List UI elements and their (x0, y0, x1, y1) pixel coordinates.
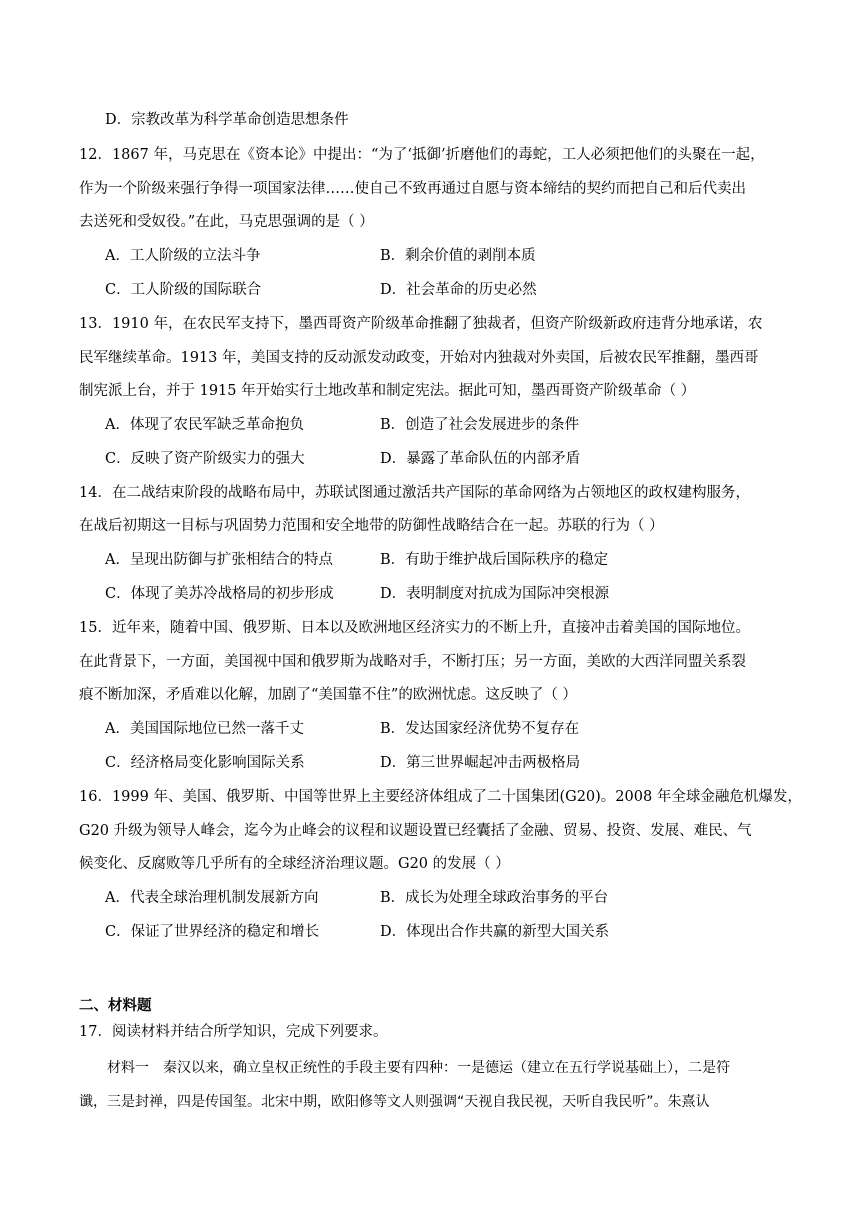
q14-option-c: C．体现了美苏冷战格局的初步形成 (105, 586, 334, 602)
q12-stem-line: 12．1867 年，马克思在《资本论》中提出：“为了‘抵御’折磨他们的毒蛇，工人必须把他们的头聚在一起， (79, 147, 765, 163)
q15-option-c: C．经济格局变化影响国际关系 (105, 755, 305, 771)
q16-option-d: D．体现出合作共赢的新型大国关系 (380, 924, 610, 940)
q13-stem-line: 民军继续革命。1913 年，美国支持的反动派发动政变，开始对内独裁对外卖国，后被农民军推翻，墨西哥 (79, 350, 759, 366)
q13-stem-line: 13．1910 年，在农民军支持下，墨西哥资产阶级革命推翻了独裁者，但资产阶级新政府违背分地承诺，农 (79, 316, 763, 332)
q13-stem-line: 制宪派上台，并于 1915 年开始实行土地改革和制定宪法。据此可知，墨西哥资产阶级革命（ ） (79, 383, 696, 399)
q13-option-c: C．反映了资产阶级实力的强大 (105, 451, 305, 467)
q16-stem-line: G20 升级为领导人峰会，迄今为止峰会的议程和议题设置已经囊括了金融、贸易、投资、发展、难民、气 (79, 823, 752, 839)
q14-option-a: A．呈现出防御与扩张相结合的特点 (105, 552, 333, 568)
q14-option-d: D．表明制度对抗成为国际冲突根源 (380, 586, 610, 602)
q14-option-b: B．有助于维护战后国际秩序的稳定 (380, 552, 609, 568)
q14-stem-line: 在战后初期这一目标与巩固势力范围和安全地带的防御性战略结合在一起。苏联的行为（ ） (79, 518, 664, 534)
q15-option-a: A．美国国际地位已然一落千丈 (105, 721, 304, 737)
q16-stem-line: 候变化、反腐败等几乎所有的全球经济治理议题。G20 的发展（ ） (79, 856, 510, 872)
q15-option-d: D．第三世界崛起冲击两极格局 (380, 755, 581, 771)
q15-stem-line: 在此背景下，一方面，美国视中国和俄罗斯为战略对手，不断打压；另一方面，美欧的大西洋同盟关系裂 (79, 654, 746, 670)
q17-stem: 17．阅读材料并结合所学知识，完成下列要求。 (79, 1024, 388, 1040)
q15-stem-line: 15．近年来，随着中国、俄罗斯、日本以及欧洲地区经济实力的不断上升，直接冲击着美国的国际地位。 (79, 620, 750, 636)
q13-option-a: A．体现了农民军缺乏革命抱负 (105, 417, 304, 433)
section-title: 二、材料题 (79, 997, 152, 1014)
q16-option-b: B．成长为处理全球政治事务的平台 (380, 890, 609, 906)
q13-option-d: D．暴露了革命队伍的内部矛盾 (380, 451, 581, 467)
q12-stem-line: 去送死和受奴役。”在此，马克思强调的是（ ） (79, 214, 374, 230)
q12-stem-line: 作为一个阶级来强行争得一项国家法律……使自己不致再通过自愿与资本缔结的契约而把自己和后代卖出 (79, 181, 746, 197)
q12-option-c: C．工人阶级的国际联合 (105, 282, 262, 298)
q15-option-b: B．发达国家经济优势不复存在 (380, 721, 580, 737)
q12-option-b: B．剩余价值的剥削本质 (380, 248, 536, 264)
q14-stem-line: 14．在二战结束阶段的战略布局中，苏联试图通过激活共产国际的革命网络为占领地区的政权建构服务， (79, 485, 750, 501)
q12-option-a: A．工人阶级的立法斗争 (105, 248, 261, 264)
q16-stem-line: 16．1999 年、美国、俄罗斯、中国等世界上主要经济体组成了二十国集团(G20)。2008 年全球金融危机爆发， (79, 789, 802, 805)
q11-option-d: D．宗教改革为科学革命创造思想条件 (105, 112, 349, 128)
q17-material-line: 材料一 秦汉以来，确立皇权正统性的手段主要有四种：一是德运（建立在五行学说基础上），二是符 (79, 1060, 730, 1076)
q12-option-d: D．社会革命的历史必然 (380, 282, 537, 298)
q15-stem-line: 痕不断加深，矛盾难以化解，加剧了“美国靠不住”的欧洲忧虑。这反映了（ ） (79, 687, 577, 703)
q16-option-c: C．保证了世界经济的稳定和增长 (105, 924, 320, 940)
q16-option-a: A．代表全球治理机制发展新方向 (105, 890, 319, 906)
q13-option-b: B．创造了社会发展进步的条件 (380, 417, 580, 433)
q17-material-line: 谶，三是封禅，四是传国玺。北宋中期，欧阳修等文人则强调“天视自我民视，天听自我民听”。朱熹认 (79, 1094, 710, 1110)
